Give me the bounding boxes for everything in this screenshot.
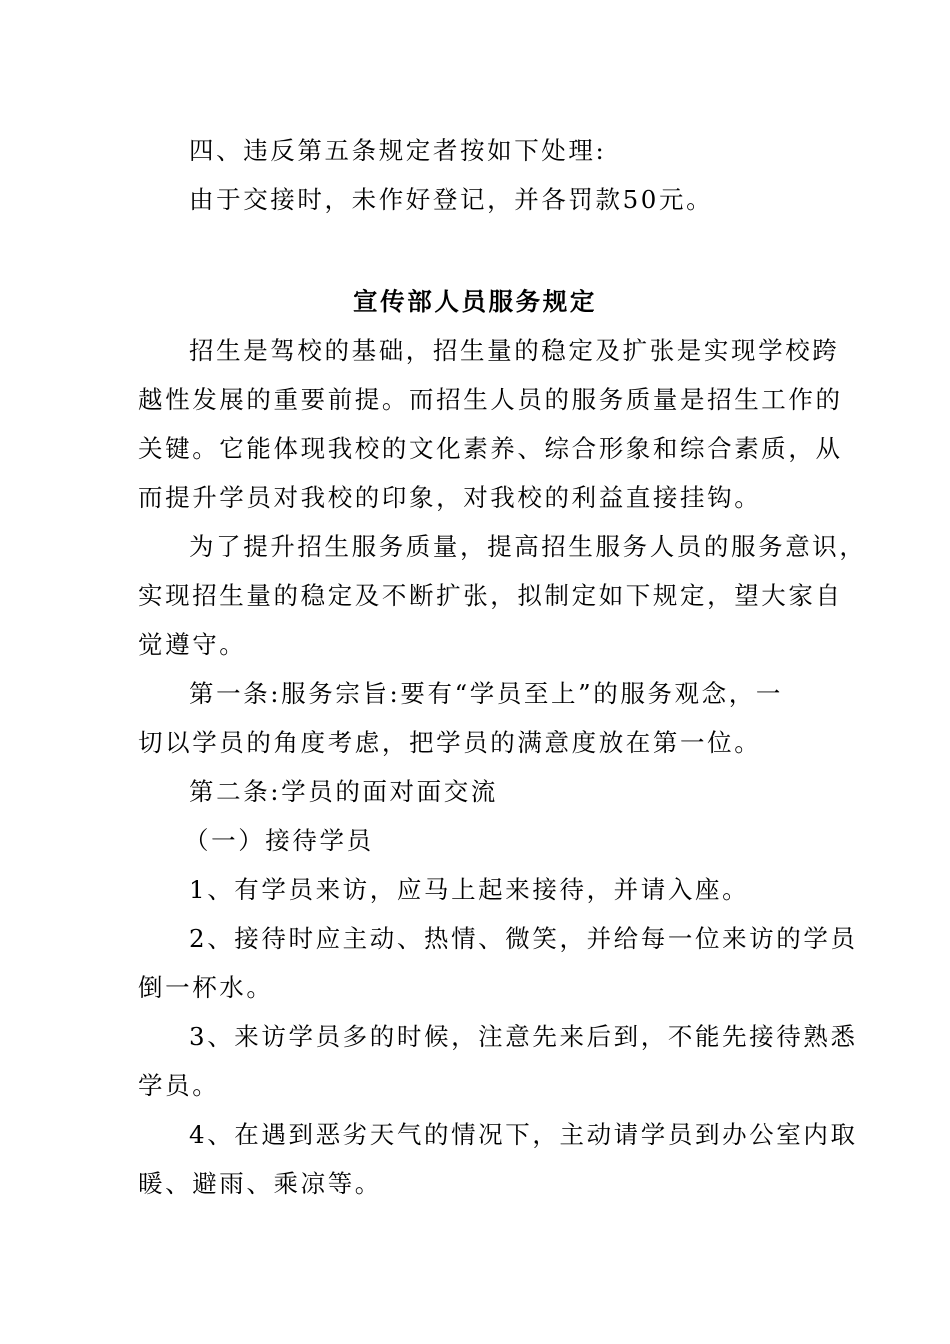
section-four-heading: 四、违反第五条规定者按如下处理: (189, 136, 607, 165)
article-one-line: 切以学员的角度考虑，把学员的满意度放在第一位。 (138, 728, 762, 757)
intro-line: 而提升学员对我校的印象，对我校的利益直接挂钩。 (138, 483, 762, 512)
document-title: 宣传部人员服务规定 (353, 287, 597, 316)
intro-line: 越性发展的重要前提。而招生人员的服务质量是招生工作的 (138, 385, 843, 414)
item-four-line: 4、在遇到恶劣天气的情况下，主动请学员到办公室内取 (189, 1120, 858, 1149)
article-two-heading: 第二条:学员的面对面交流 (189, 777, 498, 806)
item-two-line: 倒一杯水。 (138, 973, 274, 1002)
purpose-line: 为了提升招生服务质量，提高招生服务人员的服务意识， (189, 532, 867, 561)
section-four-body: 由于交接时，未作好登记，并各罚款50元。 (189, 185, 714, 214)
article-one-line: 第一条:服务宗旨:要有“学员至上”的服务观念，一 (189, 679, 783, 708)
item-one: 1、有学员来访，应马上起来接待，并请入座。 (189, 875, 750, 904)
item-two-line: 2、接待时应主动、热情、微笑，并给每一位来访的学员 (189, 924, 858, 953)
intro-line: 关键。它能体现我校的文化素养、综合形象和综合素质，从 (138, 434, 843, 463)
item-four-line: 暖、避雨、乘凉等。 (138, 1169, 382, 1198)
item-three-line: 学员。 (138, 1071, 220, 1100)
section-four (138, 126, 818, 224)
purpose-line: 觉遵守。 (138, 630, 247, 659)
subsection-one-heading: （一）接待学员 (184, 826, 374, 855)
intro-line: 招生是驾校的基础，招生量的稳定及扩张是实现学校跨 (189, 336, 840, 365)
purpose-line: 实现招生量的稳定及不断扩张，拟制定如下规定，望大家自 (138, 581, 843, 610)
document-body (138, 326, 867, 1208)
item-three-line: 3、来访学员多的时候，注意先来后到，不能先接待熟悉 (189, 1022, 858, 1051)
